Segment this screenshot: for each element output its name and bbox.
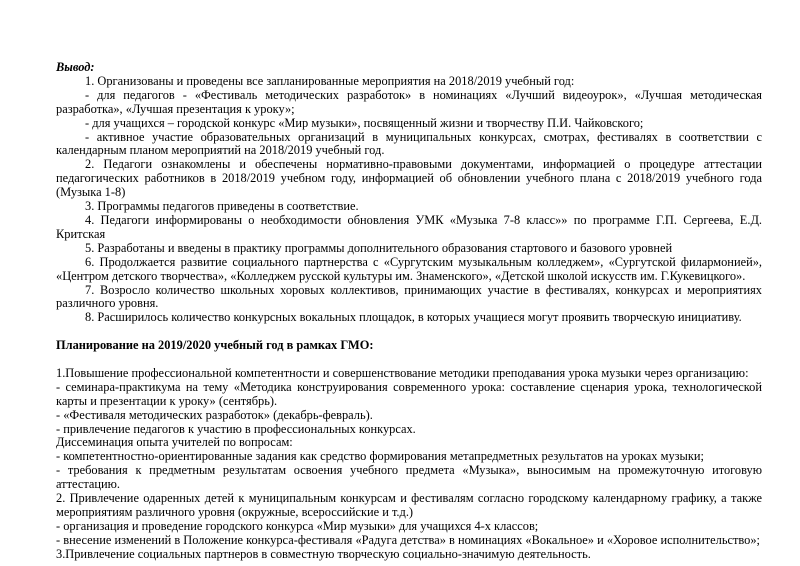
paragraph: 2. Привлечение одаренных детей к муниципальным конкурсам и фестивалям согласно городскому календарному графику, а также мероприятиям различного уровня (окружные, всероссийские и т.д.) bbox=[56, 491, 762, 519]
paragraph: 3. Программы педагогов приведены в соответствие. bbox=[85, 199, 359, 214]
paragraph: 7. Возросло количество школьных хоровых коллективов, принимающих участие в фестивалях, конкурсах и мероприятиях различного уровня. bbox=[56, 282, 762, 311]
paragraph: - организация и проведение городского конкурса «Мир музыки» для учащихся 4-х классов; bbox=[56, 518, 539, 533]
paragraph: - привлечение педагогов к участию в профессиональных конкурсах. bbox=[56, 421, 416, 436]
paragraph: - для учащихся – городской конкурс «Мир музыки», посвященный жизни и творчеству П.И. Чайковского; bbox=[85, 115, 644, 130]
blank-line bbox=[56, 325, 762, 339]
document-body bbox=[56, 61, 762, 562]
paragraph: 2. Педагоги ознакомлены и обеспечены нормативно-правовыми документами, информацией о процедуре аттестации педагогических работников в 2018/2019 учебном году, информацией об обновлении учебного плана с 2018/2019 учебного года (Музыка 1-8) bbox=[56, 157, 762, 200]
paragraph: - внесение изменений в Положение конкурса-фестиваля «Радуга детства» в номинациях «Вокальное» и «Хоровое исполнительство»; bbox=[56, 532, 760, 547]
paragraph: 5. Разработаны и введены в практику программы дополнительного образования стартового и базового уровней bbox=[85, 240, 673, 255]
paragraph: 8. Расширилось количество конкурсных вокальных площадок, в которых учащиеся могут проявить творческую инициативу. bbox=[85, 310, 742, 325]
blank-line bbox=[56, 353, 762, 367]
section-heading: Вывод: bbox=[56, 60, 95, 74]
paragraph: - «Фестиваля методических разработок» (декабрь-февраль). bbox=[56, 407, 373, 422]
paragraph: 1.Повышение профессиональной компетентности и совершенствование методики преподавания урока музыки через организацию: bbox=[56, 365, 749, 380]
paragraph: 1. Организованы и проведены все запланированные мероприятия на 2018/2019 учебный год: bbox=[85, 73, 575, 88]
paragraph: - компетентностно-ориентированные задания как средство формирования метапредметных результатов на уроках музыки; bbox=[56, 449, 704, 464]
section-heading: Планирование на 2019/2020 учебный год в рамках ГМО: bbox=[56, 338, 374, 353]
paragraph: Диссеминация опыта учителей по вопросам: bbox=[56, 435, 293, 450]
paragraph: 3.Привлечение социальных партнеров в совместную творческую социально-значимую деятельность. bbox=[56, 546, 591, 561]
paragraph: - активное участие образовательных организаций в муниципальных конкурсах, смотрах, фестивалях в соответствии с календарным планом мероприятий на 2018/2019 учебный год. bbox=[56, 129, 762, 158]
paragraph: 4. Педагоги информированы о необходимости обновления УМК «Музыка 7-8 класс»» по программе Г.П. Сергеева, Е.Д. Критская bbox=[56, 212, 762, 241]
paragraph: - для педагогов - «Фестиваль методических разработок» в номинациях «Лучший видеоурок», «Лучшая методическая разработка», «Лучшая презентация к уроку»; bbox=[56, 87, 762, 116]
paragraph: - семинара-практикума на тему «Методика конструирования современного урока: составление сценария урока, технологической карты и презентации к уроку» (сентябрь). bbox=[56, 379, 762, 408]
paragraph: 6. Продолжается развитие социального партнерства с «Сургутским музыкальным колледжем», «Сургутской филармонией», «Центром детского творчества», «Колледжем русской культуры им. Знаменского», «Детской школой искусств им. Г.Кукевицкого». bbox=[56, 254, 762, 283]
paragraph: - требования к предметным результатам освоения учебного предмета «Музыка», выносимым на промежуточную итоговую аттестацию. bbox=[56, 463, 762, 492]
